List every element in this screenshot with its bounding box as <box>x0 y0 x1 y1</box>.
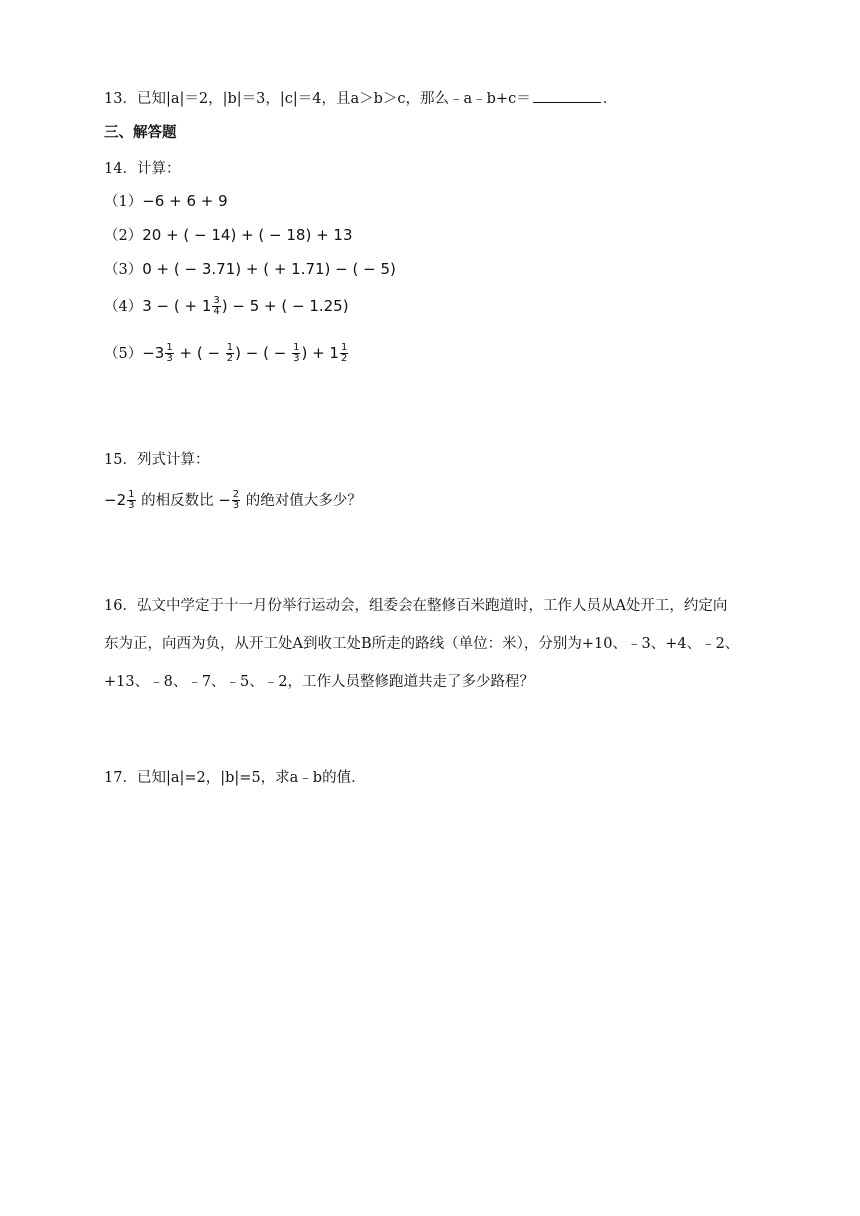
negative-fraction <box>218 491 241 509</box>
fraction <box>127 490 135 511</box>
fraction-numerator: 2 <box>232 489 240 500</box>
question-16-line-3: +13、﹣8、﹣7、﹣5、﹣2，工作人员整修跑道共走了多少路程？ <box>104 674 534 690</box>
math-expression <box>142 344 349 362</box>
question-15-text: 的绝对值大多少？ <box>241 493 362 509</box>
question-14-item-5 <box>104 343 349 364</box>
item-label: （2） <box>104 228 143 244</box>
fraction-numerator: 1 <box>226 342 234 353</box>
fraction-numerator: 1 <box>166 342 173 353</box>
math-expression: −6 + 6 + 9 <box>142 192 228 210</box>
answer-blank[interactable] <box>533 88 601 103</box>
expr-part: −3 <box>142 344 165 362</box>
whole-part: −2 <box>104 491 127 509</box>
fraction <box>212 296 220 317</box>
fraction <box>165 343 173 364</box>
math-expression <box>142 297 348 315</box>
fraction <box>292 343 300 364</box>
question-14-title: 14．计算： <box>104 161 181 177</box>
question-13-end: ． <box>602 91 618 107</box>
fraction-denominator: 3 <box>293 353 300 364</box>
question-15-text: 的相反数比 <box>136 493 219 509</box>
expr-part: 3 − ( + 1 <box>142 297 212 315</box>
question-14-item-3 <box>104 259 396 280</box>
question-15-title: 15．列式计算： <box>104 452 210 468</box>
fraction <box>232 490 240 511</box>
math-expression: 0 + ( − 3.71) + ( + 1.71) − ( − 5) <box>142 260 396 278</box>
question-14-item-2 <box>104 225 353 246</box>
math-expression: 20 + ( − 14) + ( − 18) + 13 <box>142 226 353 244</box>
item-label: （3） <box>104 262 143 278</box>
expr-part: + ( − <box>174 344 225 362</box>
question-13 <box>104 88 617 109</box>
item-label: （5） <box>104 346 143 362</box>
question-14-item-4 <box>104 296 349 317</box>
fraction-denominator: 3 <box>166 353 173 364</box>
mixed-number <box>104 491 137 509</box>
fraction-numerator: 1 <box>128 489 135 500</box>
fraction <box>226 343 234 364</box>
fraction-denominator: 2 <box>226 353 234 364</box>
question-14-item-1 <box>104 191 228 212</box>
question-17: 17．已知|a|=2，|b|=5，求a﹣b的值． <box>104 770 366 786</box>
question-13-text: 13．已知|a|＝2，|b|＝3，|c|＝4，且a＞b＞c，那么﹣a﹣b+c＝ <box>104 91 531 107</box>
expr-part: ) − 5 + ( − 1.25) <box>221 297 349 315</box>
question-16 <box>104 587 764 701</box>
fraction-denominator: 2 <box>340 353 348 364</box>
fraction-denominator: 4 <box>213 306 220 317</box>
fraction-denominator: 3 <box>128 500 135 511</box>
question-15-body <box>104 490 362 511</box>
question-16-line-2: 东为正，向西为负，从开工处A到收工处B所走的路线（单位：米），分别为+10、﹣3、+4、﹣2、 <box>104 636 740 652</box>
section-heading: 三、解答题 <box>104 125 177 141</box>
item-label: （4） <box>104 299 143 315</box>
fraction-numerator: 1 <box>293 342 300 353</box>
item-label: （1） <box>104 194 143 210</box>
question-16-line-1: 16．弘文中学定于十一月份举行运动会，组委会在整修百米跑道时，工作人员从A处开工，约定向 <box>104 598 728 614</box>
fraction-denominator: 3 <box>232 500 240 511</box>
minus-sign: − <box>218 491 231 509</box>
fraction-numerator: 3 <box>213 295 220 306</box>
expr-part: ) + 1 <box>301 344 339 362</box>
fraction-numerator: 1 <box>340 342 348 353</box>
expr-part: ) − ( − <box>235 344 292 362</box>
fraction <box>340 343 348 364</box>
